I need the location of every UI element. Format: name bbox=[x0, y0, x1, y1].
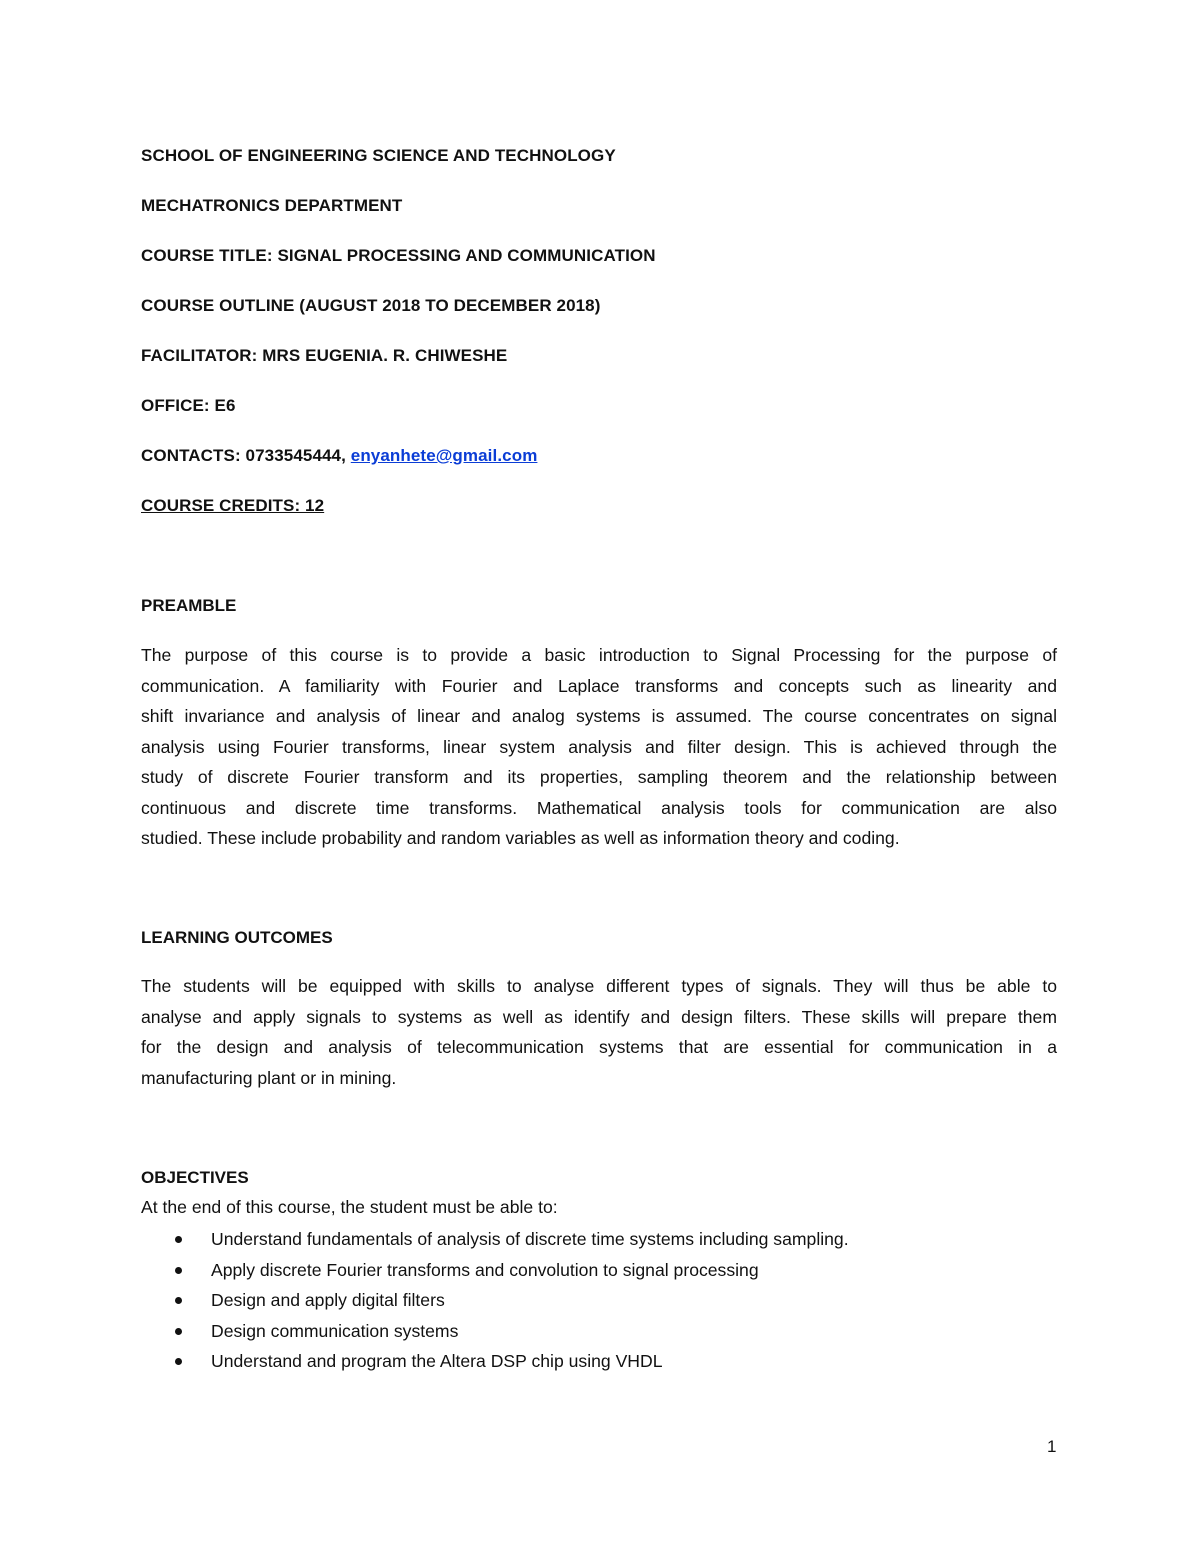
learning-outcomes-line: for the design and analysis of telecommunication systems that are essential for communication in a bbox=[141, 1037, 1057, 1057]
preamble-paragraph bbox=[141, 640, 1057, 854]
preamble-heading: PREAMBLE bbox=[141, 596, 237, 615]
email-link[interactable]: enyanhete@gmail.com bbox=[350, 446, 538, 465]
preamble-line: The purpose of this course is to provide a basic introduction to Signal Processing for the purpose of bbox=[141, 645, 1057, 665]
bullet-icon bbox=[175, 1267, 182, 1274]
preamble-line: studied. These include probability and random variables as well as information theory and coding. bbox=[141, 828, 900, 848]
objective-text: Understand and program the Altera DSP chip using VHDL bbox=[211, 1351, 663, 1371]
office: OFFICE: E6 bbox=[141, 396, 236, 415]
bullet-icon bbox=[175, 1236, 182, 1243]
page-number: 1 bbox=[1047, 1437, 1057, 1456]
learning-outcomes-line: The students will be equipped with skills to analyse different types of signals. They will thus be able to bbox=[141, 976, 1057, 996]
objective-text: Design communication systems bbox=[211, 1320, 459, 1341]
objectives-list bbox=[141, 1224, 849, 1377]
bullet-icon bbox=[175, 1358, 182, 1365]
objective-item bbox=[141, 1224, 849, 1255]
contacts-label: CONTACTS: 0733545444, bbox=[141, 446, 351, 465]
learning-outcomes-heading: LEARNING OUTCOMES bbox=[141, 928, 333, 947]
department-name: MECHATRONICS DEPARTMENT bbox=[141, 196, 403, 215]
preamble-line: analysis using Fourier transforms, linear system analysis and filter design. This is achieved through the bbox=[141, 736, 1057, 757]
objectives-intro: At the end of this course, the student must be able to: bbox=[141, 1197, 558, 1217]
course-title: COURSE TITLE: SIGNAL PROCESSING AND COMMUNICATION bbox=[141, 246, 656, 265]
preamble-line: study of discrete Fourier transform and its properties, sampling theorem and the relationship between bbox=[141, 767, 1057, 787]
learning-outcomes-paragraph bbox=[141, 971, 1057, 1093]
objective-text: Design and apply digital filters bbox=[211, 1290, 445, 1310]
course-outline: COURSE OUTLINE (AUGUST 2018 TO DECEMBER 2018) bbox=[141, 296, 601, 315]
objective-item bbox=[141, 1285, 849, 1316]
objective-item bbox=[141, 1316, 849, 1347]
contacts bbox=[141, 446, 537, 466]
preamble-line: continuous and discrete time transforms. Mathematical analysis tools for communication are also bbox=[141, 797, 1057, 818]
school-name: SCHOOL OF ENGINEERING SCIENCE AND TECHNOLOGY bbox=[141, 146, 616, 165]
learning-outcomes-line: manufacturing plant or in mining. bbox=[141, 1067, 397, 1088]
objective-text: Understand fundamentals of analysis of discrete time systems including sampling. bbox=[211, 1229, 849, 1249]
preamble-line: shift invariance and analysis of linear and analog systems is assumed. The course concentrates on signal bbox=[141, 706, 1057, 726]
objective-item bbox=[141, 1255, 849, 1286]
course-credits: COURSE CREDITS: 12 bbox=[141, 496, 325, 515]
learning-outcomes-line: analyse and apply signals to systems as well as identify and design filters. These skills will prepare them bbox=[141, 1006, 1057, 1027]
facilitator: FACILITATOR: MRS EUGENIA. R. CHIWESHE bbox=[141, 346, 508, 365]
bullet-icon bbox=[175, 1328, 182, 1335]
bullet-icon bbox=[175, 1297, 182, 1304]
preamble-line: communication. A familiarity with Fourier and Laplace transforms and concepts such as linearity and bbox=[141, 675, 1057, 696]
objectives-heading: OBJECTIVES bbox=[141, 1168, 249, 1187]
objective-item bbox=[141, 1346, 849, 1377]
objective-text: Apply discrete Fourier transforms and convolution to signal processing bbox=[211, 1259, 759, 1280]
